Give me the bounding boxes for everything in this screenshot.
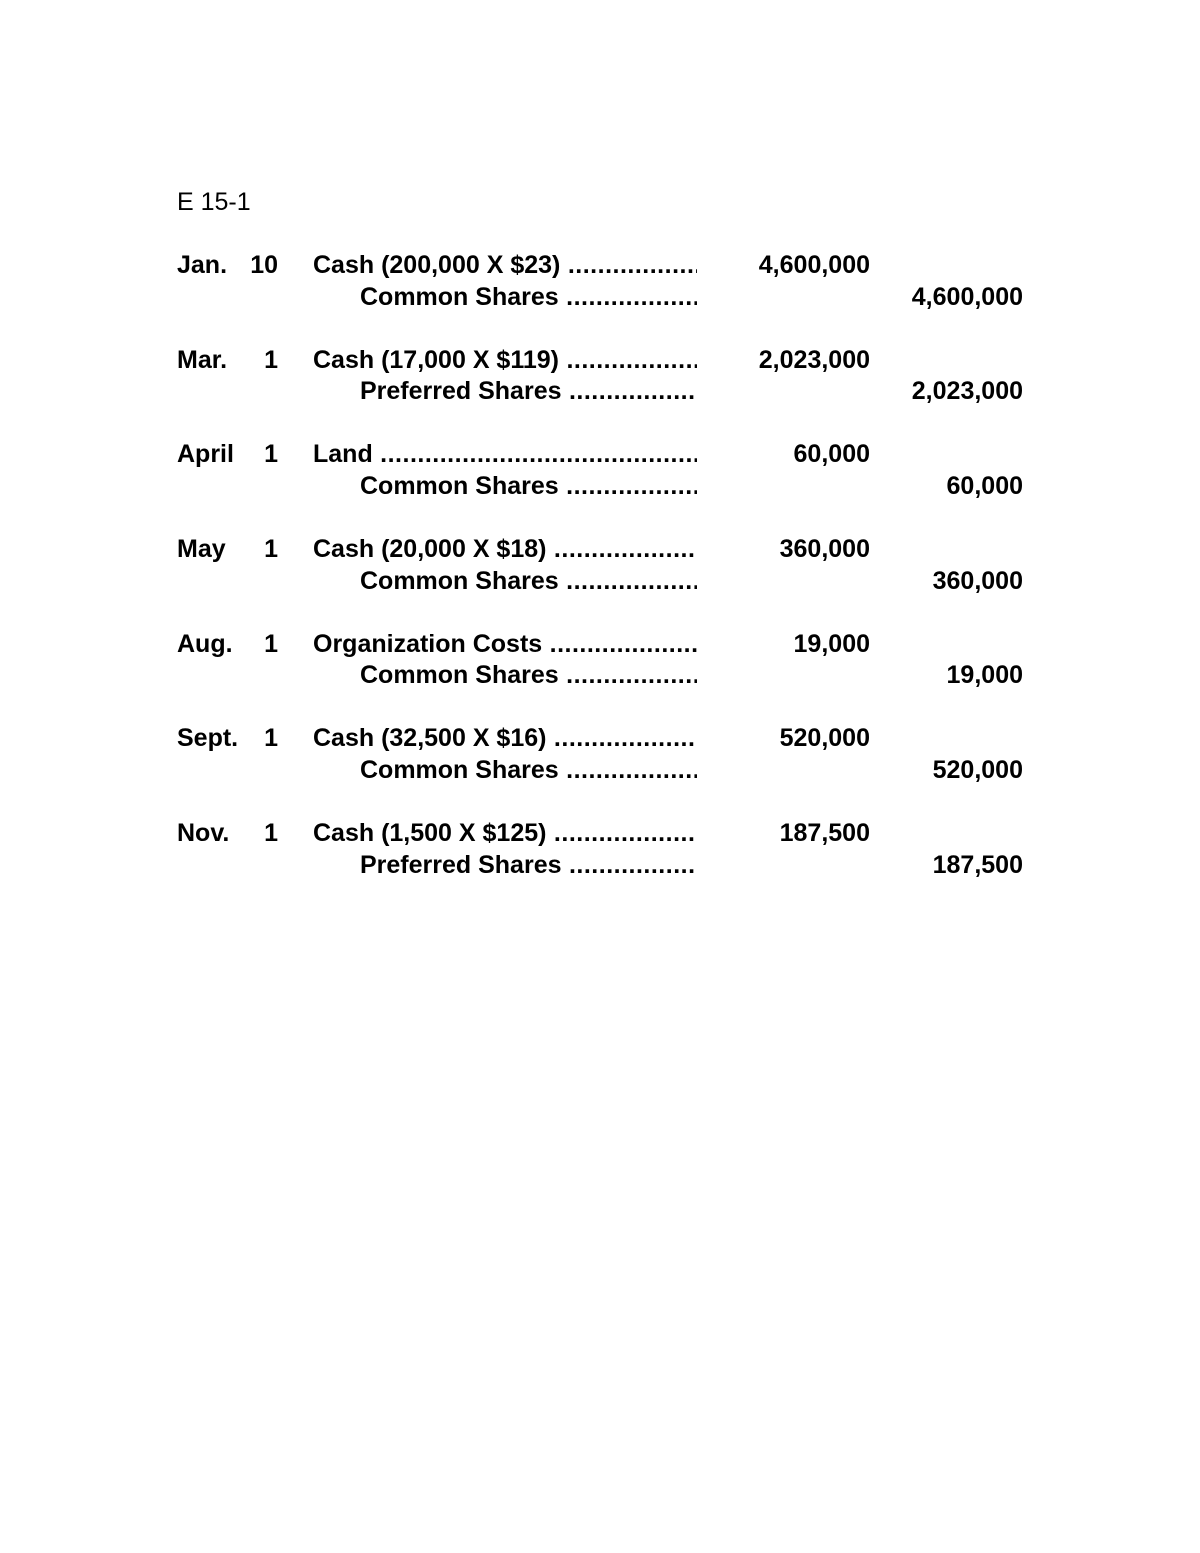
credit-line xyxy=(0,660,1200,692)
credit-account-label: Common Shares ..... xyxy=(360,472,697,500)
debit-line xyxy=(0,723,1200,755)
credit-line xyxy=(0,471,1200,503)
journal-entry xyxy=(0,723,1200,818)
journal-entry xyxy=(0,534,1200,629)
debit-account-label: Land ..... xyxy=(313,440,697,468)
debit-account xyxy=(313,723,697,755)
credit-account-label: Common Shares ..... xyxy=(360,567,697,595)
credit-account xyxy=(360,850,697,882)
credit-amount: 187,500 xyxy=(932,850,1023,879)
debit-account xyxy=(313,250,697,282)
journal-entry xyxy=(0,250,1200,345)
debit-account-label: Organization Costs ..... xyxy=(313,630,697,658)
entry-month: Sept. xyxy=(177,724,239,753)
journal-entry xyxy=(0,439,1200,534)
credit-account xyxy=(360,471,697,503)
credit-account-label: Common Shares ..... xyxy=(360,756,697,784)
entry-day: 1 xyxy=(264,535,278,564)
entry-month: May xyxy=(177,535,226,564)
credit-account-label: Common Shares ..... xyxy=(360,661,697,689)
credit-account-label: Common Shares ..... xyxy=(360,283,697,311)
credit-account xyxy=(360,376,697,408)
debit-account xyxy=(313,534,697,566)
debit-amount: 4,600,000 xyxy=(758,251,870,279)
debit-line xyxy=(0,439,1200,471)
exercise-title: E 15-1 xyxy=(177,188,251,216)
entry-month: Mar. xyxy=(177,345,228,374)
debit-account-label: Cash (1,500 X $125) ..... xyxy=(313,819,697,847)
debit-account-label: Cash (200,000 X $23) ..... xyxy=(313,251,697,279)
credit-amount: 360,000 xyxy=(932,566,1023,595)
debit-account-label: Cash (20,000 X $18) ..... xyxy=(313,535,697,563)
journal-entry xyxy=(0,629,1200,724)
debit-line xyxy=(0,345,1200,377)
credit-amount: 19,000 xyxy=(946,661,1023,690)
credit-amount: 4,600,000 xyxy=(911,282,1023,311)
entry-month: Nov. xyxy=(177,819,230,848)
credit-line xyxy=(0,566,1200,598)
credit-line xyxy=(0,755,1200,787)
credit-account xyxy=(360,282,697,314)
credit-account-label: Preferred Shares ..... xyxy=(360,377,697,405)
credit-account-label: Preferred Shares ..... xyxy=(360,851,697,879)
credit-amount: 60,000 xyxy=(946,471,1023,500)
debit-amount: 60,000 xyxy=(793,440,870,469)
journal-entry xyxy=(0,345,1200,440)
entry-day: 1 xyxy=(264,724,278,753)
debit-account-label: Cash (32,500 X $16) ..... xyxy=(313,724,697,752)
journal-entries xyxy=(0,250,1200,913)
debit-amount: 187,500 xyxy=(779,819,870,848)
credit-line xyxy=(0,850,1200,882)
journal-entry xyxy=(0,818,1200,913)
entry-day: 10 xyxy=(250,251,278,279)
credit-amount: 2,023,000 xyxy=(911,377,1023,406)
entry-month: Jan. xyxy=(177,251,228,279)
entry-day: 1 xyxy=(264,629,278,658)
entry-day: 1 xyxy=(264,345,278,374)
entry-day: 1 xyxy=(264,440,278,469)
debit-account-label: Cash (17,000 X $119) ..... xyxy=(313,346,697,374)
credit-account xyxy=(360,566,697,598)
debit-account xyxy=(313,818,697,850)
debit-account xyxy=(313,345,697,377)
debit-line xyxy=(0,818,1200,850)
debit-account xyxy=(313,629,697,661)
debit-amount: 19,000 xyxy=(793,629,870,658)
debit-amount: 360,000 xyxy=(779,535,870,564)
credit-line xyxy=(0,282,1200,314)
debit-account xyxy=(313,439,697,471)
debit-amount: 520,000 xyxy=(779,724,870,753)
debit-line xyxy=(0,250,1200,282)
credit-account xyxy=(360,660,697,692)
entry-day: 1 xyxy=(264,819,278,848)
entry-month: April xyxy=(177,440,234,469)
debit-amount: 2,023,000 xyxy=(758,345,870,374)
credit-amount: 520,000 xyxy=(932,755,1023,784)
credit-account xyxy=(360,755,697,787)
entry-month: Aug. xyxy=(177,629,233,658)
debit-line xyxy=(0,534,1200,566)
debit-line xyxy=(0,629,1200,661)
credit-line xyxy=(0,376,1200,408)
